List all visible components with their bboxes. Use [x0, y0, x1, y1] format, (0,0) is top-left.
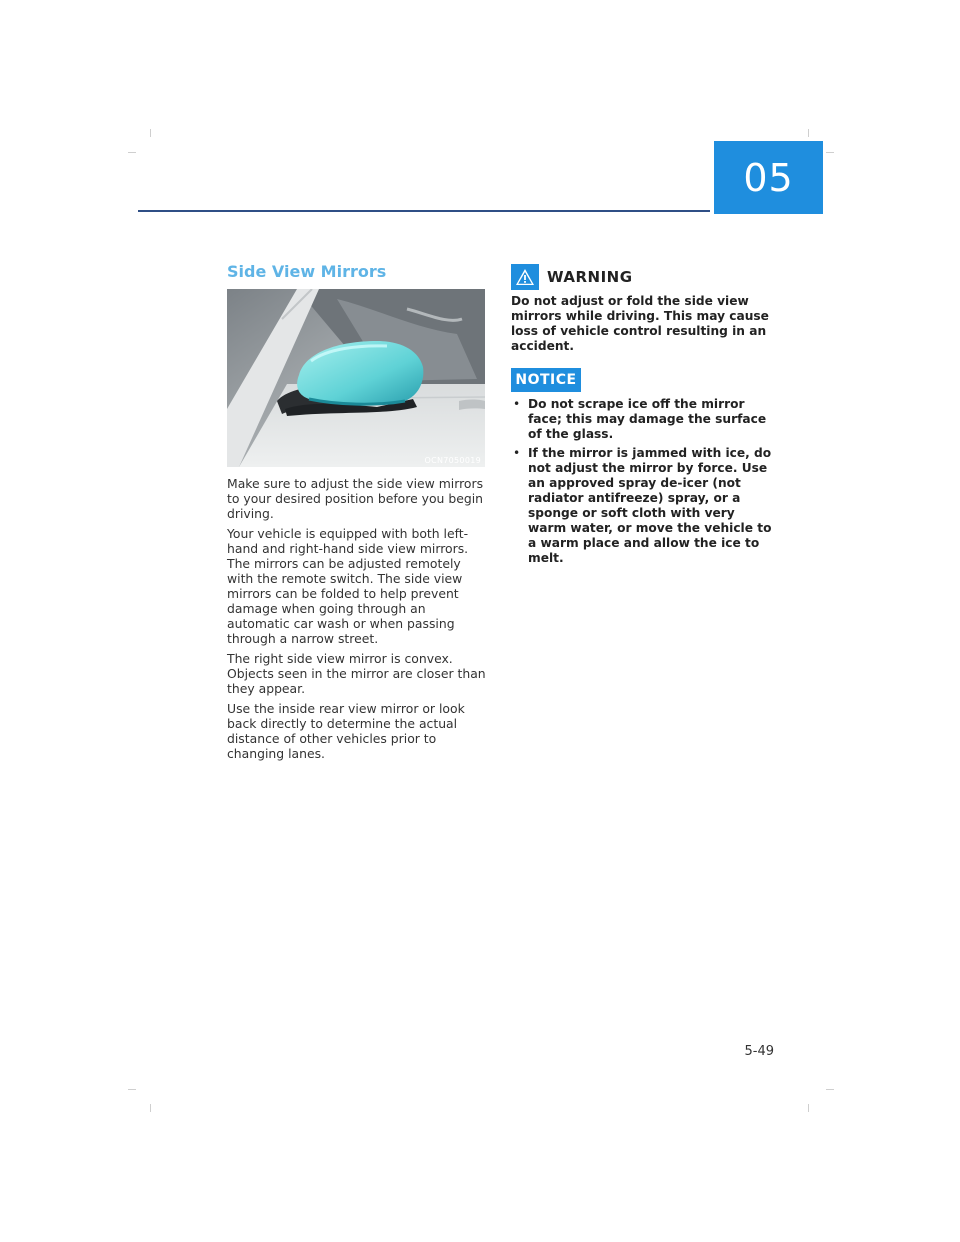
- crop-mark: [808, 129, 809, 137]
- warning-header: [511, 264, 633, 290]
- warning-label: WARNING: [547, 268, 633, 286]
- bullet-icon: •: [513, 446, 521, 460]
- body-paragraph: Use the inside rear view mirror or look back directly to determine the actual distance of other vehicles prior to changing lanes.: [227, 701, 465, 761]
- header-rule: [138, 210, 710, 212]
- notice-badge: NOTICE: [511, 368, 581, 392]
- figure-code: OCN7050019: [424, 456, 481, 465]
- crop-mark: [128, 1089, 136, 1090]
- bullet-icon: •: [513, 397, 521, 411]
- chapter-tab: 05: [714, 141, 823, 214]
- crop-mark: [826, 152, 834, 153]
- mirror-figure: [227, 289, 485, 467]
- body-text: [227, 476, 489, 766]
- notice-item: [511, 397, 773, 442]
- body-paragraph: The right side view mirror is convex. Objects seen in the mirror are closer than they appear.: [227, 651, 486, 696]
- section-title: Side View Mirrors: [227, 262, 387, 281]
- notice-item: [511, 446, 773, 566]
- crop-mark: [150, 1104, 151, 1112]
- crop-mark: [826, 1089, 834, 1090]
- side-mirror-illustration: [227, 289, 485, 467]
- notice-item-text: If the mirror is jammed with ice, do not adjust the mirror by force. Use an approved spray de-icer (not radiator antifreeze) spray, or a sponge or soft cloth with very warm water, or move the vehicle to a warm place and allow the ice to melt.: [528, 446, 772, 565]
- warning-triangle-icon: [511, 264, 539, 290]
- body-paragraph: Make sure to adjust the side view mirrors to your desired position before you begin driving.: [227, 476, 484, 521]
- crop-mark: [808, 1104, 809, 1112]
- notice-item-text: Do not scrape ice off the mirror face; this may damage the surface of the glass.: [528, 397, 767, 441]
- crop-mark: [128, 152, 136, 153]
- page-number: 5-49: [744, 1044, 774, 1059]
- body-paragraph: Your vehicle is equipped with both left-hand and right-hand side view mirrors. The mirrors can be adjusted remotely with the remote switch. The side view mirrors can be folded to help prevent damage when going through an automatic car wash or when passing through a narrow street.: [227, 526, 469, 646]
- crop-mark: [150, 129, 151, 137]
- notice-list: [511, 397, 773, 570]
- warning-text: Do not adjust or fold the side view mirrors while driving. This may cause loss of vehicle control resulting in an accident.: [511, 294, 769, 353]
